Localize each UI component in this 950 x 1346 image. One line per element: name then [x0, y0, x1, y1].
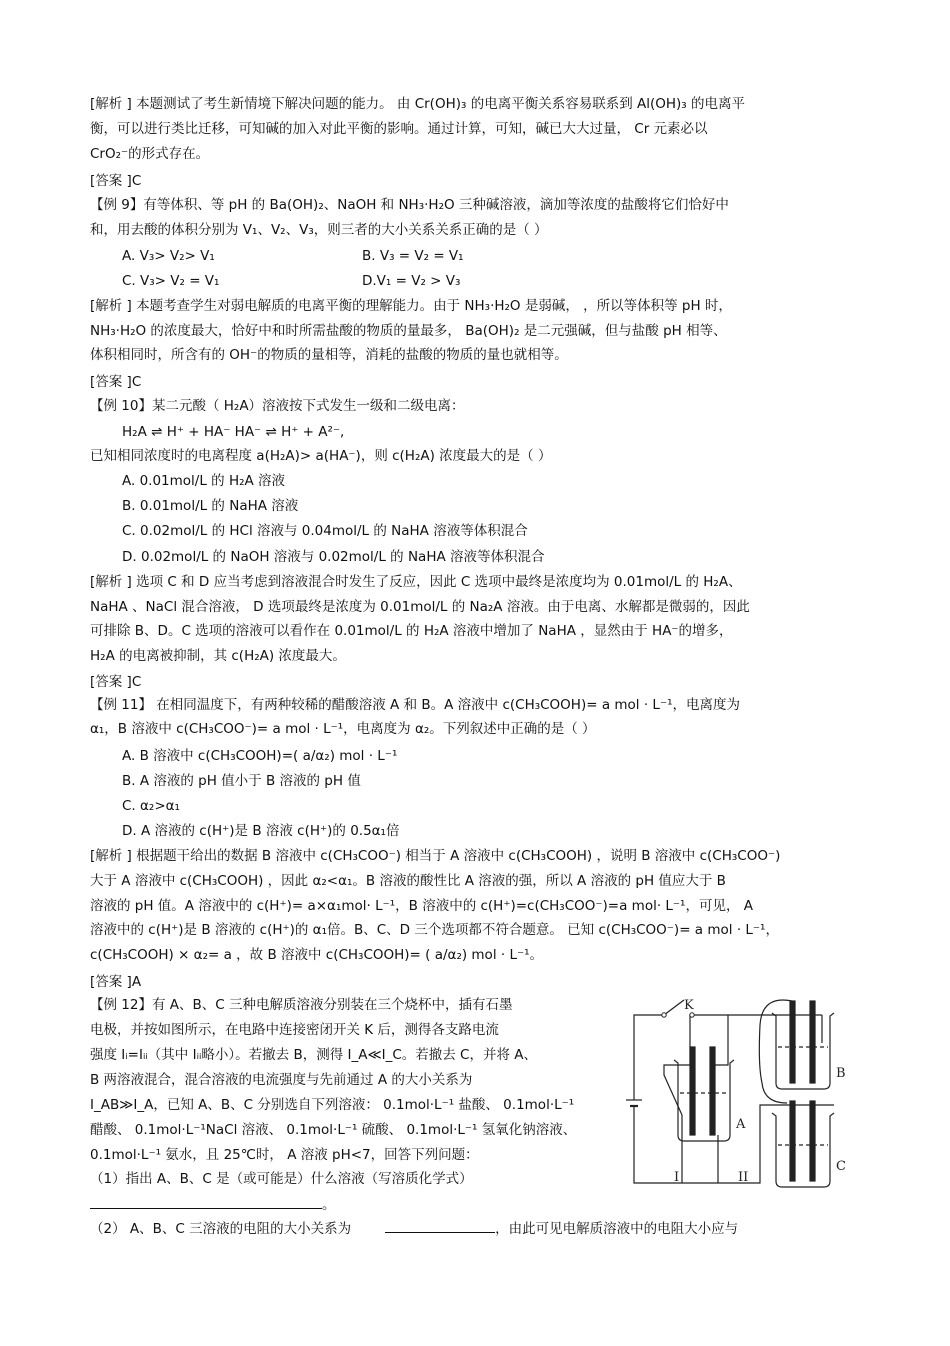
analysis-8-line-1: [解析 ] 本题测试了考生新情境下解决问题的能力。 由 Cr(OH)₃ 的电离平衡关系容易联系到 Al(OH)₃ 的电离平: [90, 96, 745, 112]
example-12-line-2: 电极，并按如图所示，在电路中连接密闭开关 K 后，测得各支路电流: [90, 1022, 499, 1038]
analysis-9-line-1: [解析 ] 本题考查学生对弱电解质的电离平衡的理解能力。由于 NH₃·H₂O 是弱碱， ，所以等体积等 pH 时，: [90, 298, 732, 314]
switch-blade: [664, 1000, 684, 1015]
example-10-line-1: 【例 10】某二元酸（ H₂A）溶液按下式发生一级和二级电离：: [90, 398, 465, 414]
wire-a-left: [664, 1015, 690, 1183]
analysis-10-line-2: NaHA 、NaCl 混合溶液， D 选项最终是浓度为 0.01mol/L 的 Na₂A 溶液。由于电离、水解都是微弱的，因此: [90, 599, 750, 615]
period: 。: [322, 1197, 336, 1213]
example-11-line-2: α₁，B 溶液中 c(CH₃COO⁻)= a mol · L⁻¹，电离度为 α₂。下列叙述中正确的是（ ）: [90, 721, 596, 737]
question-2-text: （2） A、B、C 三溶液的电阻的大小关系为: [90, 1221, 352, 1237]
analysis-11-line-1: [解析 ] 根据题干给出的数据 B 溶液中 c(CH₃COO⁻) 相当于 A 溶液中 c(CH₃COOH) ，说明 B 溶液中 c(CH₃COO⁻): [90, 848, 781, 864]
beaker-label-b: B: [836, 1066, 846, 1081]
beaker-a: [674, 1047, 734, 1141]
example-11-option-b: B. A 溶液的 pH 值小于 B 溶液的 pH 值: [122, 773, 361, 789]
example-9-option-a: A. V₃> V₂> V₁: [122, 248, 215, 264]
example-10-option-d: D. 0.02mol/L 的 NaOH 溶液与 0.02mol/L 的 NaHA 溶液等体积混合: [122, 549, 545, 565]
fill-blank: [90, 1194, 322, 1209]
analysis-10-line-1: [解析 ] 选项 C 和 D 应当考虑到溶液混合时发生了反应，因此 C 选项中最终是浓度均为 0.01mol/L 的 H₂A、: [90, 574, 742, 590]
example-12-question-2: [90, 1217, 738, 1242]
example-10-option-b: B. 0.01mol/L 的 NaHA 溶液: [122, 498, 299, 514]
example-11-option-c: C. α₂>α₁: [122, 798, 180, 814]
example-12-line-6: 醋酸、 0.1mol·L⁻¹NaCl 溶液、 0.1mol·L⁻¹ 硫酸、 0.1mol·L⁻¹ 氢氧化钠溶液、: [90, 1122, 577, 1138]
question-2-text-tail: ，由此可见电解质溶液中的电阻大小应与: [495, 1221, 739, 1237]
analysis-11-line-4: 溶液中的 c(H⁺)是 B 溶液的 c(H⁺)的 α₁倍。B、C、D 三个选项都不符合题意。 已知 c(CH₃COO⁻)= a mol · L⁻¹，: [90, 922, 779, 938]
example-12-answer-blank-1: [90, 1193, 336, 1218]
example-12-line-7: 0.1mol·L⁻¹ 氨水，且 25℃时， A 溶液 pH<7，回答下列问题：: [90, 1147, 479, 1163]
answer-8: [答案 ]C: [90, 173, 142, 189]
example-12-line-4: B 两溶液混合，混合溶液的电流强度与先前通过 A 的大小关系为: [90, 1072, 473, 1088]
example-11-option-d: D. A 溶液的 c(H⁺)是 B 溶液 c(H⁺)的 0.5α₁倍: [122, 823, 400, 839]
fill-blank: [385, 1218, 495, 1233]
switch-contact-left: [662, 1013, 666, 1017]
example-9-option-b: B. V₃ = V₂ = V₁: [362, 248, 464, 264]
example-9-option-d: D.V₁ = V₂ > V₃: [362, 273, 461, 289]
analysis-10-line-3: 可排除 B、D。C 选项的溶液可以看作在 0.01mol/L 的 H₂A 溶液中增加了 NaHA ，显然由于 HA⁻的增多，: [90, 623, 733, 639]
analysis-9-line-3: 体积相同时，所含有的 OH⁻的物质的量相等，消耗的盐酸的物质的量也就相等。: [90, 347, 568, 363]
branch-label-ii: II: [738, 1170, 749, 1185]
example-11-option-a: A. B 溶液中 c(CH₃COOH)=( a/α₂) mol · L⁻¹: [122, 748, 398, 764]
beaker-label-a: A: [736, 1117, 746, 1132]
example-10-equation: H₂A ⇌ H⁺ + HA⁻ HA⁻ ⇌ H⁺ + A²⁻,: [122, 424, 345, 440]
example-10-option-a: A. 0.01mol/L 的 H₂A 溶液: [122, 473, 286, 489]
example-12-line-1: 【例 12】有 A、B、C 三种电解质溶液分别装在三个烧杯中，插有石墨: [90, 997, 513, 1013]
wire-bottom: [634, 1105, 834, 1183]
example-9-line-1: 【例 9】有等体积、等 pH 的 Ba(OH)₂、NaOH 和 NH₃·H₂O 三种碱溶液，滴加等浓度的盐酸将它们恰好中: [90, 197, 729, 213]
branch-label-i: I: [674, 1170, 680, 1185]
analysis-8-line-3: CrO₂⁻的形式存在。: [90, 146, 210, 162]
example-11-line-1: 【例 11】 在相同温度下，有两种较稀的醋酸溶液 A 和 B。A 溶液中 c(CH₃COOH)= a mol · L⁻¹，电离度为: [90, 697, 740, 713]
answer-10: [答案 ]C: [90, 674, 142, 690]
answer-11: [答案 ]A: [90, 974, 142, 990]
example-12-question-1: （1）指出 A、B、C 是（或可能是）什么溶液（写溶质化学式）: [90, 1171, 473, 1187]
beaker-label-c: C: [836, 1159, 846, 1174]
analysis-8-line-2: 衡，可以进行类比迁移，可知碱的加入对此平衡的影响。通过计算，可知，碱已大大过量， Cr 元素必以: [90, 121, 708, 137]
analysis-11-line-5: c(CH₃COOH) × α₂= a ，故 B 溶液中 c(CH₃COOH)= ( a/α₂) mol · L⁻¹。: [90, 947, 544, 963]
analysis-11-line-3: 溶液的 pH 值。A 溶液中的 c(H⁺)= a×α₁mol· L⁻¹，B 溶液中的 c(H⁺)=c(CH₃COO⁻)=a mol· L⁻¹，可见， A: [90, 898, 753, 914]
example-10-option-c: C. 0.02mol/L 的 HCl 溶液与 0.04mol/L 的 NaHA 溶液等体积混合: [122, 523, 528, 539]
example-12-line-5: I_AB≫I_A，已知 A、B、C 分别选自下列溶液： 0.1mol·L⁻¹ 盐酸、 0.1mol·L⁻¹: [90, 1097, 575, 1113]
answer-9: [答案 ]C: [90, 374, 142, 390]
analysis-9-line-2: NH₃·H₂O 的浓度最大，恰好中和时所需盐酸的物质的量最多， Ba(OH)₂ 是二元强碱，但与盐酸 pH 相等、: [90, 323, 727, 339]
analysis-11-line-2: 大于 A 溶液中 c(CH₃COOH) ，因此 α₂<α₁。B 溶液的酸性比 A 溶液的强，所以 A 溶液的 pH 值应大于 B: [90, 873, 726, 889]
example-9-option-c: C. V₃> V₂ = V₁: [122, 273, 220, 289]
example-12-line-3: 强度 Iᵢ=Iᵢᵢ（其中 Iᵢᵢ略小）。若撤去 B，测得 I_A≪I_C。若撤去 C，并将 A、: [90, 1047, 537, 1063]
switch-label: K: [684, 998, 694, 1013]
circuit-diagram: [612, 985, 857, 1190]
analysis-10-line-4: H₂A 的电离被抑制，其 c(H₂A) 浓度最大。: [90, 648, 346, 664]
switch-contact-right: [690, 1013, 694, 1017]
example-9-line-2: 和，用去酸的体积分别为 V₁、V₂、V₃，则三者的大小关系关系正确的是（ ）: [90, 222, 548, 238]
example-10-line-2: 已知相同浓度时的电离程度 a(H₂A)> a(HA⁻)，则 c(H₂A) 浓度最大的是（ ）: [90, 448, 552, 464]
beaker-c: [772, 1101, 834, 1187]
wire-left-top: [634, 1015, 664, 1100]
